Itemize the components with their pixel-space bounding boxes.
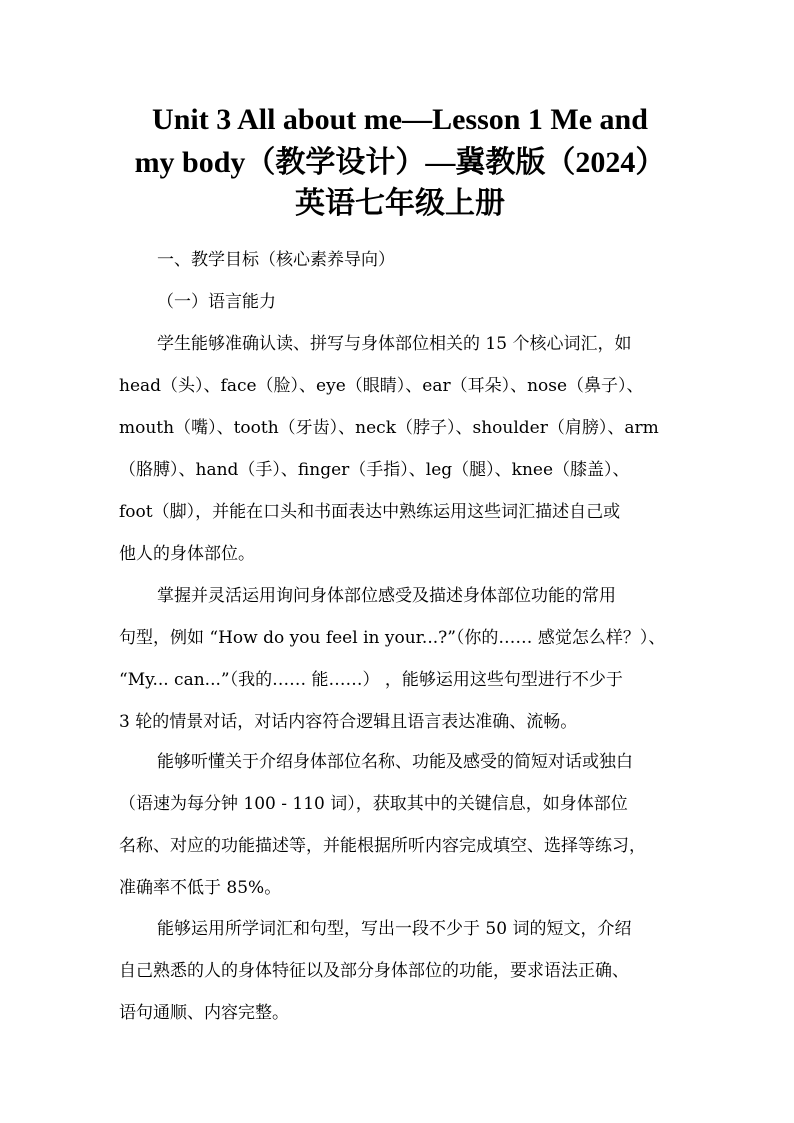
paragraph-line: （胳膊）、hand（手）、finger（手指）、leg（腿）、knee（膝盖）、 <box>119 460 630 480</box>
paragraph-line: 他人的身体部位。 <box>119 544 255 564</box>
document-title-line-3: 英语七年级上册 <box>295 187 505 220</box>
paragraph-line: 3 轮的情景对话，对话内容符合逻辑且语言表达准确、流畅。 <box>119 712 578 732</box>
paragraph-line: head（头）、face（脸）、eye（眼睛）、ear（耳朵）、nose（鼻子）、 <box>119 376 644 396</box>
paragraph-line: 名称、对应的功能描述等，并能根据所听内容完成填空、选择等练习， <box>119 836 646 856</box>
document-title-line-2: my body（教学设计）—冀教版（2024） <box>134 146 666 179</box>
paragraph-line: 学生能够准确认读、拼写与身体部位相关的 15 个核心词汇，如 <box>157 334 632 354</box>
paragraph-line: 自己熟悉的人的身体特征以及部分身体部位的功能，要求语法正确、 <box>119 961 629 981</box>
paragraph-line: 句型，例如 “How do you feel in your...?”（你的…… 感觉怎么样？）、 <box>119 628 666 648</box>
paragraph-line: 语句通顺、内容完整。 <box>119 1003 289 1023</box>
paragraph-line: 准确率不低于 85%。 <box>119 878 282 898</box>
section-heading-objectives: 一、教学目标（核心素养导向） <box>157 250 395 270</box>
paragraph-line: foot（脚），并能在口头和书面表达中熟练运用这些词汇描述自己或 <box>119 502 621 522</box>
paragraph-line: “My... can...”（我的…… 能……） ，能够运用这些句型进行不少于 <box>119 670 623 690</box>
paragraph-line: 能够听懂关于介绍身体部位名称、功能及感受的简短对话或独白 <box>157 752 633 772</box>
paragraph-line: （语速为每分钟 100 - 110 词），获取其中的关键信息，如身体部位 <box>119 794 628 814</box>
paragraph-line: mouth（嘴）、tooth（牙齿）、neck（脖子）、shoulder（肩膀）、arm <box>119 418 659 438</box>
paragraph-line: 掌握并灵活运用询问身体部位感受及描述身体部位功能的常用 <box>157 586 616 606</box>
document-title-line-1: Unit 3 All about me—Lesson 1 Me and <box>152 103 648 136</box>
paragraph-line: 能够运用所学词汇和句型，写出一段不少于 50 词的短文，介绍 <box>157 919 632 939</box>
subsection-heading-language-ability: （一）语言能力 <box>157 292 276 312</box>
